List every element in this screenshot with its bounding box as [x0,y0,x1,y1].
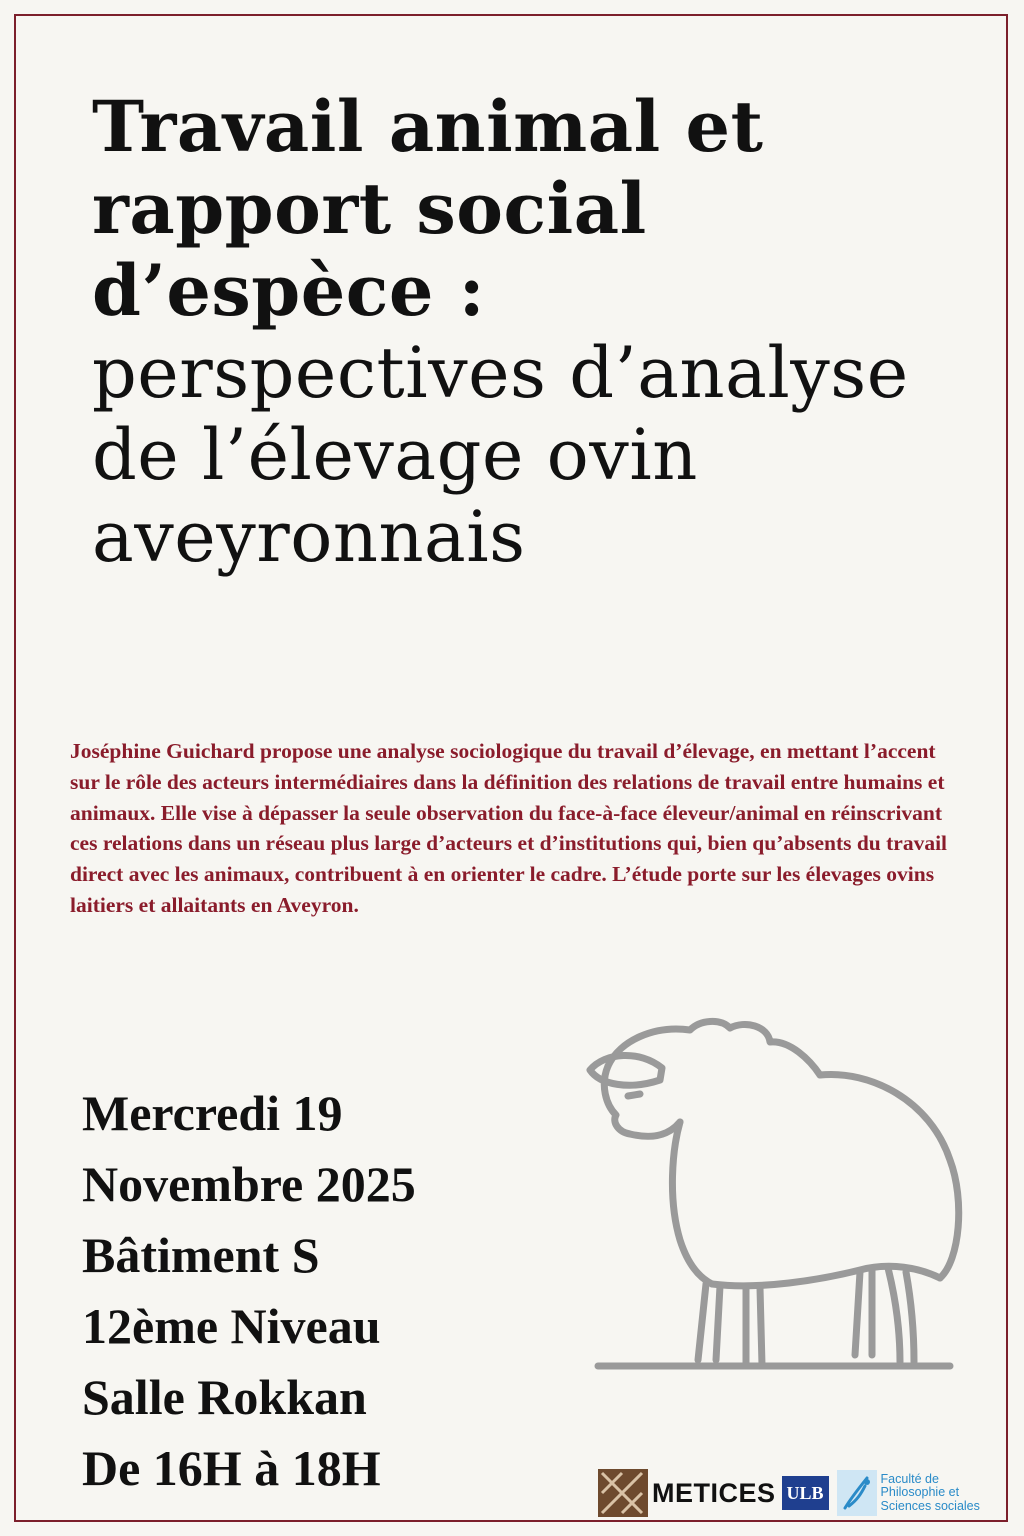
metices-logo-text: METICES [652,1477,776,1508]
faculty-logo-line: Sciences sociales [880,1498,980,1513]
title-line: d’espèce : [92,249,486,332]
event-details [82,1078,416,1504]
partner-logos [598,1468,1008,1518]
title-line: Travail animal et [92,85,764,168]
faculty-logo-line: Philosophie et [880,1485,960,1500]
event-date-day: Mercredi 19 [82,1085,343,1141]
poster-title [92,86,992,578]
event-building: Bâtiment S [82,1227,320,1283]
event-floor: 12ème Niveau [82,1298,381,1354]
title-line: aveyronnais [92,496,526,578]
title-line: de l’élevage ovin [92,414,698,496]
sheep-icon [580,1010,980,1390]
faculty-logo-text [881,1473,980,1514]
event-date-month-year: Novembre 2025 [82,1156,416,1212]
event-room: Salle Rokkan [82,1369,367,1425]
faculty-logo-line: Faculté de [880,1471,939,1486]
event-time: De 16H à 18H [82,1440,381,1496]
title-line: rapport social [92,167,647,250]
faculty-logo-mark [837,1470,877,1516]
ulb-logo: ULB [782,1476,829,1510]
metices-logo-mark [598,1469,648,1517]
title-line: perspectives d’analyse [92,332,909,414]
abstract-text: Joséphine Guichard propose une analyse sociologique du travail d’élevage, en mettant l’accent sur le rôle des acteurs intermédiaires dans la définition des relations de travail entre humains et animaux. Elle vise à dépasser la seule observation du face-à-face éleveur/animal en réinscrivant ces relations dans un réseau plus large d’acteurs et d’institutions qui, bien qu’absents du travail direct avec les animaux, contribuent à en orienter le cadre. L’étude porte sur les élevages ovins laitiers et allaitants en Aveyron. [70,739,948,917]
